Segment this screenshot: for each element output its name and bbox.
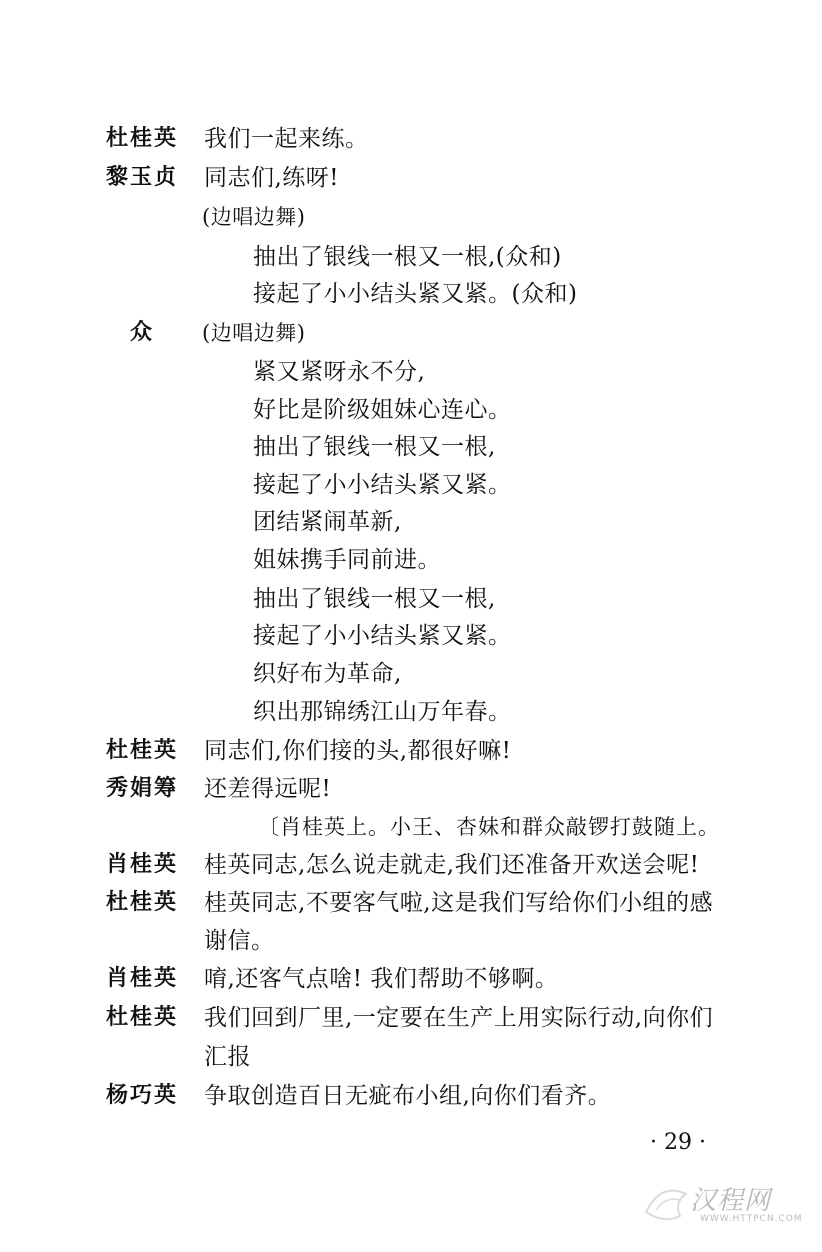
dialogue-text: 我们回到厂里,一定要在生产上用实际行动,向你们: [204, 1005, 714, 1031]
speaker-name: 众: [130, 320, 155, 345]
speaker-name: 杜桂英: [106, 890, 179, 915]
speaker-name: 黎玉贞: [106, 165, 179, 190]
stage-direction: (边唱边舞): [202, 321, 306, 345]
speaker-name: 肖桂英: [106, 852, 179, 877]
dialogue-text: 我们一起来练。: [204, 126, 369, 152]
watermark-brand: 汉程网: [690, 1186, 772, 1216]
stage-direction: 〔肖桂英上。小王、杏妹和群众敲锣打鼓随上。: [258, 815, 720, 839]
dialogue-text: 桂英同志,怎么说走就走,我们还准备开欢送会呢!: [204, 852, 700, 878]
dialogue-text: 还差得远呢!: [204, 776, 332, 802]
dialogue-text: 唷,还客气点啥! 我们帮助不够啊。: [204, 966, 559, 992]
song-lyric: 接起了小小结头紧又紧。: [253, 472, 512, 498]
speaker-name: 肖桂英: [106, 966, 179, 991]
speaker-name: 杜桂英: [106, 126, 179, 151]
song-lyric: 接起了小小结头紧又紧。(众和): [253, 281, 578, 307]
song-lyric: 姐妹携手同前进。: [253, 547, 441, 573]
stage-direction: (边唱边舞): [202, 205, 306, 229]
dialogue-text: 同志们,你们接的头,都很好嘛!: [204, 738, 512, 764]
dialogue-text: 桂英同志,不要客气啦,这是我们写给你们小组的感: [204, 890, 714, 916]
watermark-url: WWW.HTTPCN.COM: [700, 1214, 803, 1224]
song-lyric: 接起了小小结头紧又紧。: [253, 623, 512, 649]
dialogue-text: 汇报: [204, 1044, 251, 1070]
song-lyric: 织好布为革命,: [253, 661, 402, 687]
song-lyric: 抽出了银线一根又一根,(众和): [253, 244, 562, 270]
song-lyric: 抽出了银线一根又一根,: [253, 586, 496, 612]
song-lyric: 织出那锦绣江山万年春。: [253, 699, 512, 725]
dialogue-text: 谢信。: [204, 928, 275, 954]
song-lyric: 团结紧闹革新,: [253, 509, 402, 535]
speaker-name: 杨巧英: [106, 1083, 179, 1108]
song-lyric: 紧又紧呀永不分,: [253, 359, 426, 385]
dialogue-text: 争取创造百日无疵布小组,向你们看齐。: [204, 1083, 612, 1109]
speaker-name: 杜桂英: [106, 1005, 179, 1030]
speaker-name: 杜桂英: [106, 738, 179, 763]
song-lyric: 抽出了银线一根又一根,: [253, 434, 496, 460]
speaker-name: 秀娟筹: [106, 776, 179, 801]
dialogue-text: 同志们,练呀!: [204, 165, 340, 191]
song-lyric: 好比是阶级姐妹心连心。: [253, 397, 512, 423]
page-number: · 29 ·: [650, 1130, 706, 1155]
